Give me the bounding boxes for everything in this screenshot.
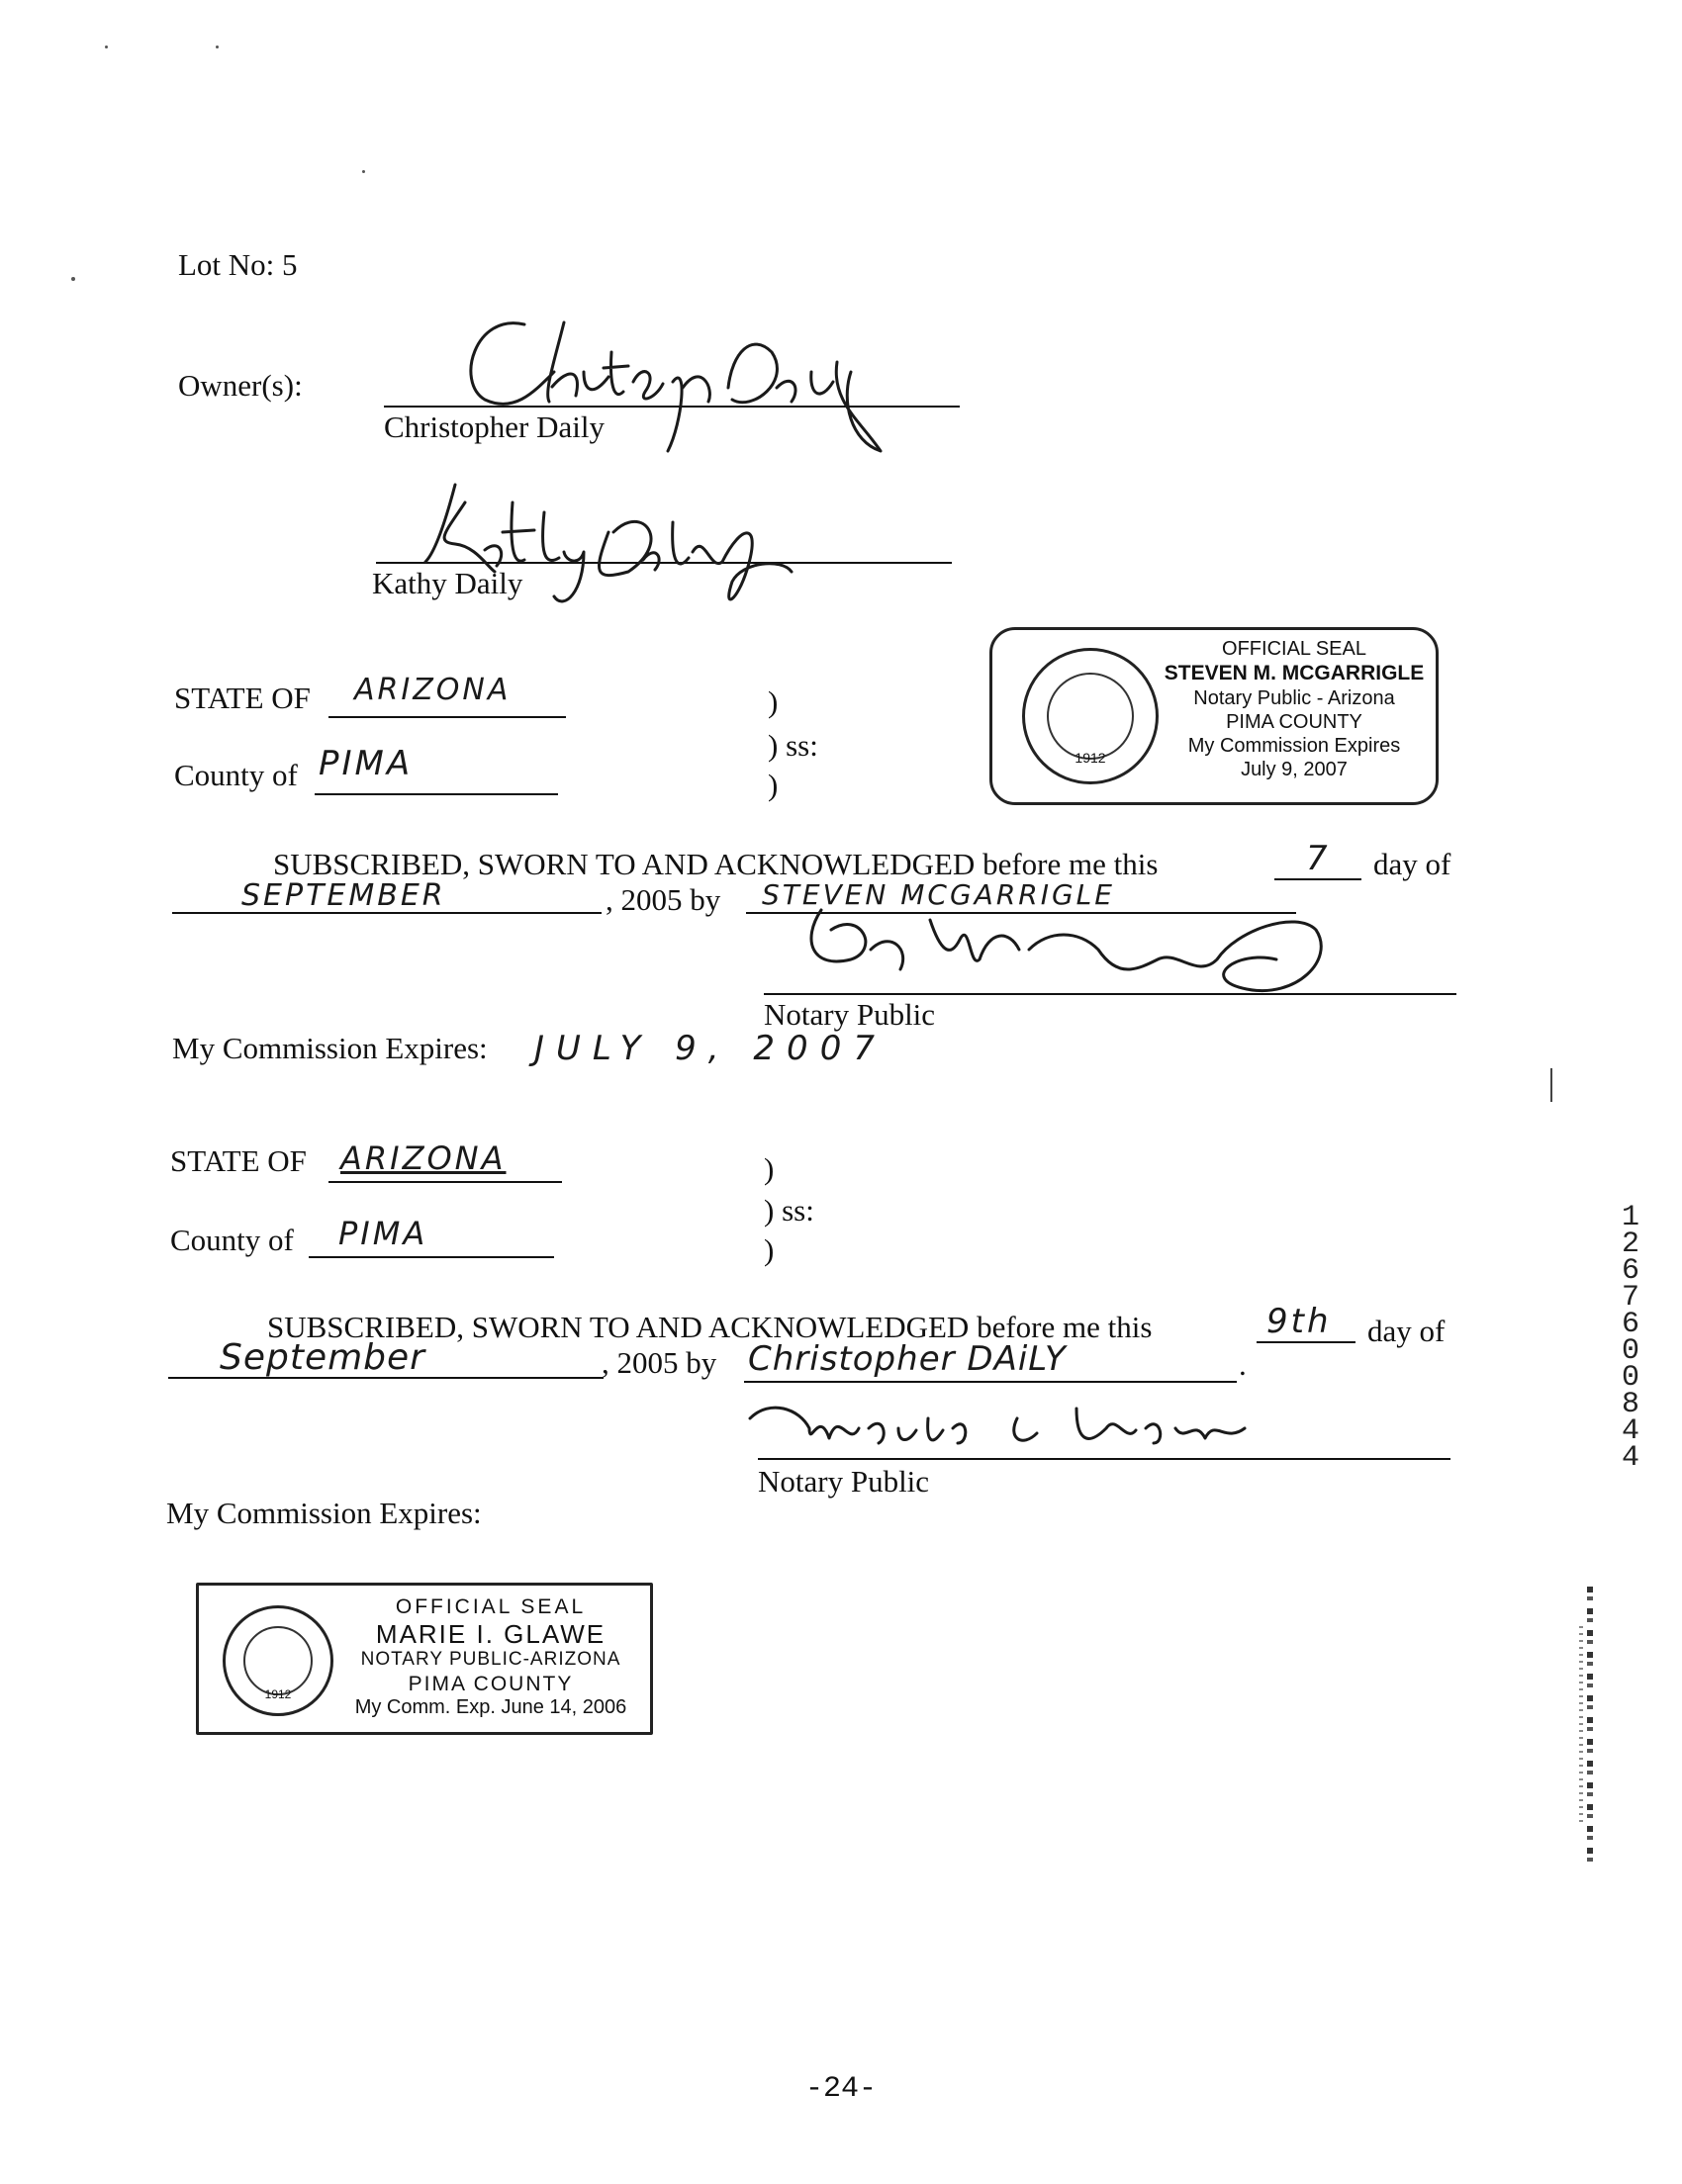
lot-number: Lot No: 5 [178,247,298,282]
block1-state-value: ARIZONA [354,673,512,707]
arizona-seal-emblem-icon [243,1626,313,1695]
block1-ss: ) ss: [768,728,818,763]
block1-day-value: 7 [1306,839,1331,878]
seal1-line5: My Commission Expires [1187,735,1401,757]
block2-period: . [1239,1347,1247,1382]
owners-label: Owner(s): [178,368,303,403]
block1-subscribed-text: SUBSCRIBED, SWORN TO AND ACKNOWLEDGED before me this [273,847,1159,881]
seal2-line1: OFFICIAL SEAL [395,1595,587,1618]
notary-seal-2 [196,1583,653,1735]
binding-marks [1579,1587,1601,1864]
arizona-state-seal-icon [223,1605,333,1716]
block2-year-by: , 2005 by [602,1345,717,1380]
seal2-line2: MARIE I. GLAWE [375,1619,607,1649]
block1-by-value: STEVEN MCGARRIGLE [762,878,1115,911]
notary2-signature [740,1389,1294,1468]
block2-day-line [1257,1341,1355,1343]
owner1-name: Christopher Daily [384,410,605,444]
block1-day-of: day of [1373,847,1451,881]
margin-tick [1550,1068,1552,1102]
block2-county-label: County of [170,1223,294,1257]
arizona-state-seal-icon [1022,648,1159,784]
seal1-emblem-year: 1912 [1075,750,1106,766]
seal2-line5: My Comm. Exp. June 14, 2006 [354,1696,627,1718]
seal2-line4: PIMA COUNTY [408,1673,574,1695]
scan-speck [105,46,108,48]
block2-day-of: day of [1367,1314,1446,1348]
block2-paren-3: ) [764,1232,775,1267]
recording-number: 12676 00844 [1621,1201,1639,1475]
notary1-label: Notary Public [764,997,936,1032]
block2-commission-label: My Commission Expires: [166,1496,482,1530]
scan-speck [71,277,75,281]
block2-subscribed-text: SUBSCRIBED, SWORN TO AND ACKNOWLEDGED before me this [267,1310,1153,1344]
notary2-label: Notary Public [758,1464,930,1499]
seal2-line3: NOTARY PUBLIC-ARIZONA [360,1649,621,1670]
block2-county-value: PIMA [338,1215,428,1252]
notary1-signature-line [764,993,1456,995]
block2-state-line [328,1181,562,1183]
block2-by-value: Christopher DAiLY [748,1339,1067,1379]
seal1-line3: Notary Public - Arizona [1193,687,1395,709]
block2-county-line [309,1256,554,1258]
scan-speck [216,46,219,48]
block1-year-by: , 2005 by [606,882,721,917]
block1-paren-3: ) [768,768,779,802]
block1-county-value: PIMA [319,744,414,783]
seal1-line2: STEVEN M. MCGARRIGLE [1164,662,1425,684]
notary2-signature-line [758,1458,1450,1460]
block1-county-label: County of [174,758,298,792]
seal2-emblem-year: 1912 [264,1687,292,1701]
block1-commission-label: My Commission Expires: [172,1031,488,1065]
block1-county-line [315,793,558,795]
notary-seal-1 [989,627,1439,805]
block1-day-line [1274,878,1361,880]
block1-month-value: SEPTEMBER [241,878,446,913]
owner2-name: Kathy Daily [372,566,523,600]
block2-by-line [744,1381,1237,1383]
seal1-line6: July 9, 2007 [1241,759,1348,780]
page-number: -24- [804,2072,877,2106]
seal1-line4: PIMA COUNTY [1226,711,1362,733]
block2-paren-1: ) [764,1151,775,1186]
block2-ss: ) ss: [764,1193,814,1228]
block1-state-line [328,716,566,718]
block2-day-value: 9th [1266,1302,1332,1341]
arizona-seal-emblem-icon [1047,673,1134,760]
block2-month-value: September [220,1337,425,1378]
block1-commission-value: JULY 9, 2007 [534,1029,887,1068]
scan-speck [362,170,365,173]
notary1-signature [782,890,1336,1009]
seal1-line1: OFFICIAL SEAL [1222,638,1366,660]
block2-state-value: ARIZONA [340,1139,507,1177]
block1-state-label: STATE OF [174,681,311,715]
block1-paren-1: ) [768,684,779,719]
block2-state-label: STATE OF [170,1143,307,1178]
